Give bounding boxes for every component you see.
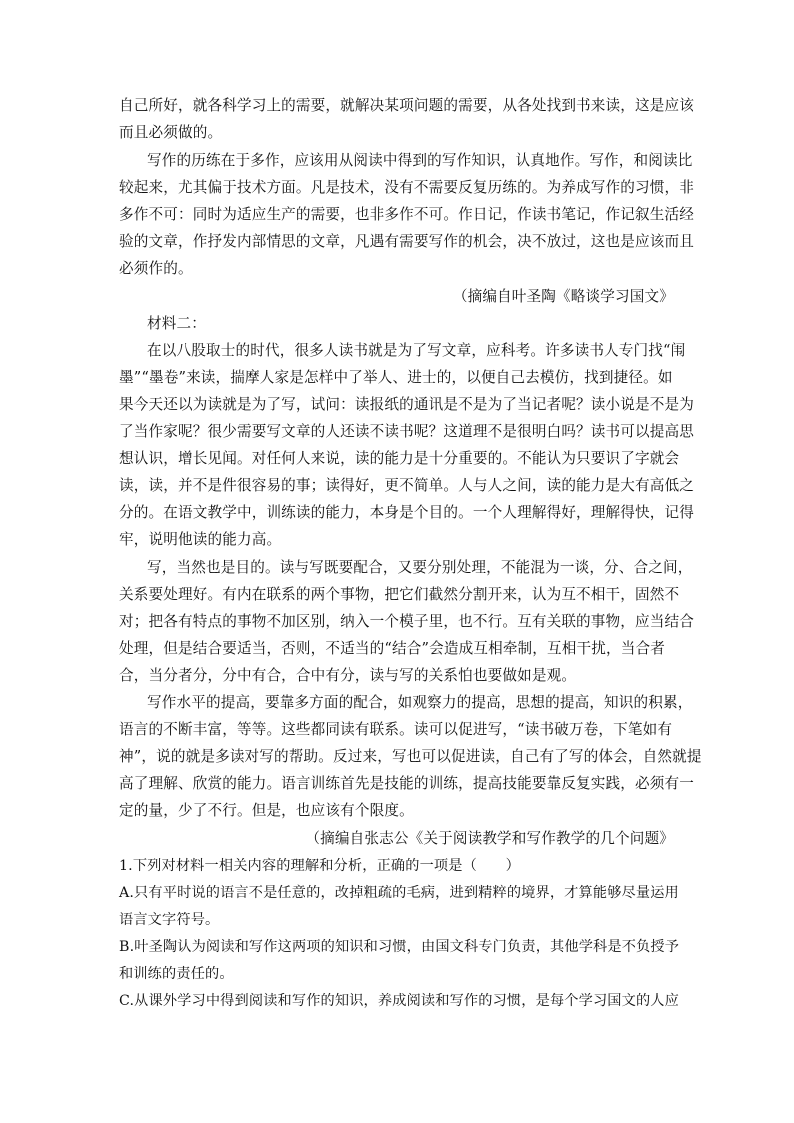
text-line: 神”，说的就是多读对写的帮助。反过来，写也可以促进读，自己有了写的体会，自然就提 [119, 748, 702, 765]
text-line: 合，当分者分，分中有合，合中有分，读与写的关系怕也要做如是观。 [119, 667, 577, 684]
text-line: 高了理解、欣赏的能力。语言训练首先是技能的训练，提高技能要靠反复实践，必须有一 [119, 775, 695, 792]
text-line: 多作不可：同时为适应生产的需要，也非多作不可。作日记，作读书笔记，作记叙生活经 [119, 206, 695, 223]
text-line: 了当作家呢？很少需要写文章的人还读不读书呢？这道理不是很明白吗？读书可以提高思 [119, 423, 695, 440]
text-line: 验的文章，作抒发内部情思的文章，凡遇有需要写作的机会，决不放过，这也是应该而且 [119, 233, 695, 250]
option-a-cont: 语言文字符号。 [119, 912, 220, 928]
text-line: 想认识，增长见闻。对任何人来说，读的能力是十分重要的。不能认为只要识了字就会 [119, 450, 680, 467]
text-line: 而且必须做的。 [119, 124, 223, 141]
text-line: 定的量，少了不行。但是，也应该有个限度。 [119, 802, 414, 819]
text-line: 墨”“墨卷”来读，揣摩人家是怎样中了举人、进士的，以便自己去模仿，找到捷径。如 [119, 369, 673, 386]
source-citation: （摘编自叶圣陶《略谈学习国文》 [452, 288, 674, 305]
text-line: 关系要处理好。有内在联系的两个事物，把它们截然分割开来，认为互不相干，固然不 [119, 586, 680, 603]
paragraph-start: 写作水平的提高，要靠多方面的配合，如观察力的提高，思想的提高，知识的积累， [147, 694, 693, 711]
option-a: A.只有平时说的语言不是任意的，改掉粗疏的毛病，进到精粹的境界，才算能够尽量运用 [119, 885, 679, 901]
question-stem: 1.下列对材料一相关内容的理解和分析，正确的一项是（ ） [119, 858, 520, 874]
text-line: 自己所好，就各科学习上的需要，就解决某项问题的需要，从各处找到书来读，这是应该 [119, 97, 695, 114]
text-line: 必须作的。 [119, 260, 193, 277]
paragraph-start: 写，当然也是目的。读与写既要配合，又要分别处理，不能混为一谈，分、合之间， [147, 559, 693, 576]
option-b-cont: 和训练的责任的。 [119, 966, 234, 982]
source-citation: （摘编自张志公《关于阅读教学和写作教学的几个问题》 [305, 830, 674, 847]
text-line: 牢，说明他读的能力高。 [119, 531, 282, 548]
material-heading: 材料二： [147, 315, 206, 332]
text-line: 读，读，并不是件很容易的事；读得好，更不简单。人与人之间，读的能力是大有高低之 [119, 477, 695, 494]
paragraph-start: 在以八股取士的时代，很多人读书就是为了写文章，应科考。许多读书人专门找“闱 [147, 342, 686, 359]
option-b: B.叶圣陶认为阅读和写作这两项的知识和习惯，由国文科专门负责，其他学科是不负授予 [119, 939, 680, 955]
text-line: 处理，但是结合要适当，否则，不适当的“结合”会造成互相牵制，互相干扰，当合者 [119, 640, 665, 657]
text-line: 分的。在语文教学中，训练读的能力，本身是个目的。一个人理解得好，理解得快，记得 [119, 504, 695, 521]
option-c: C.从课外学习中得到阅读和写作的知识，养成阅读和写作的习惯，是每个学习国文的人应 [119, 993, 679, 1009]
text-line: 对；把各有特点的事物不加区别，纳入一个模子里，也不行。互有关联的事物，应当结合 [119, 613, 695, 630]
text-line: 较起来，尤其偏于技术方面。凡是技术，没有不需要反复历练的。为养成写作的习惯，非 [119, 179, 695, 196]
text-line: 语言的不断丰富，等等。这些都同读有联系。读可以促进写，“读书破万卷，下笔如有 [119, 721, 673, 738]
paragraph-start: 写作的历练在于多作，应该用从阅读中得到的写作知识，认真地作。写作，和阅读比 [147, 152, 693, 169]
text-line: 果今天还以为读就是为了写，试问：读报纸的通讯是不是为了当记者呢？读小说是不是为 [119, 396, 695, 413]
